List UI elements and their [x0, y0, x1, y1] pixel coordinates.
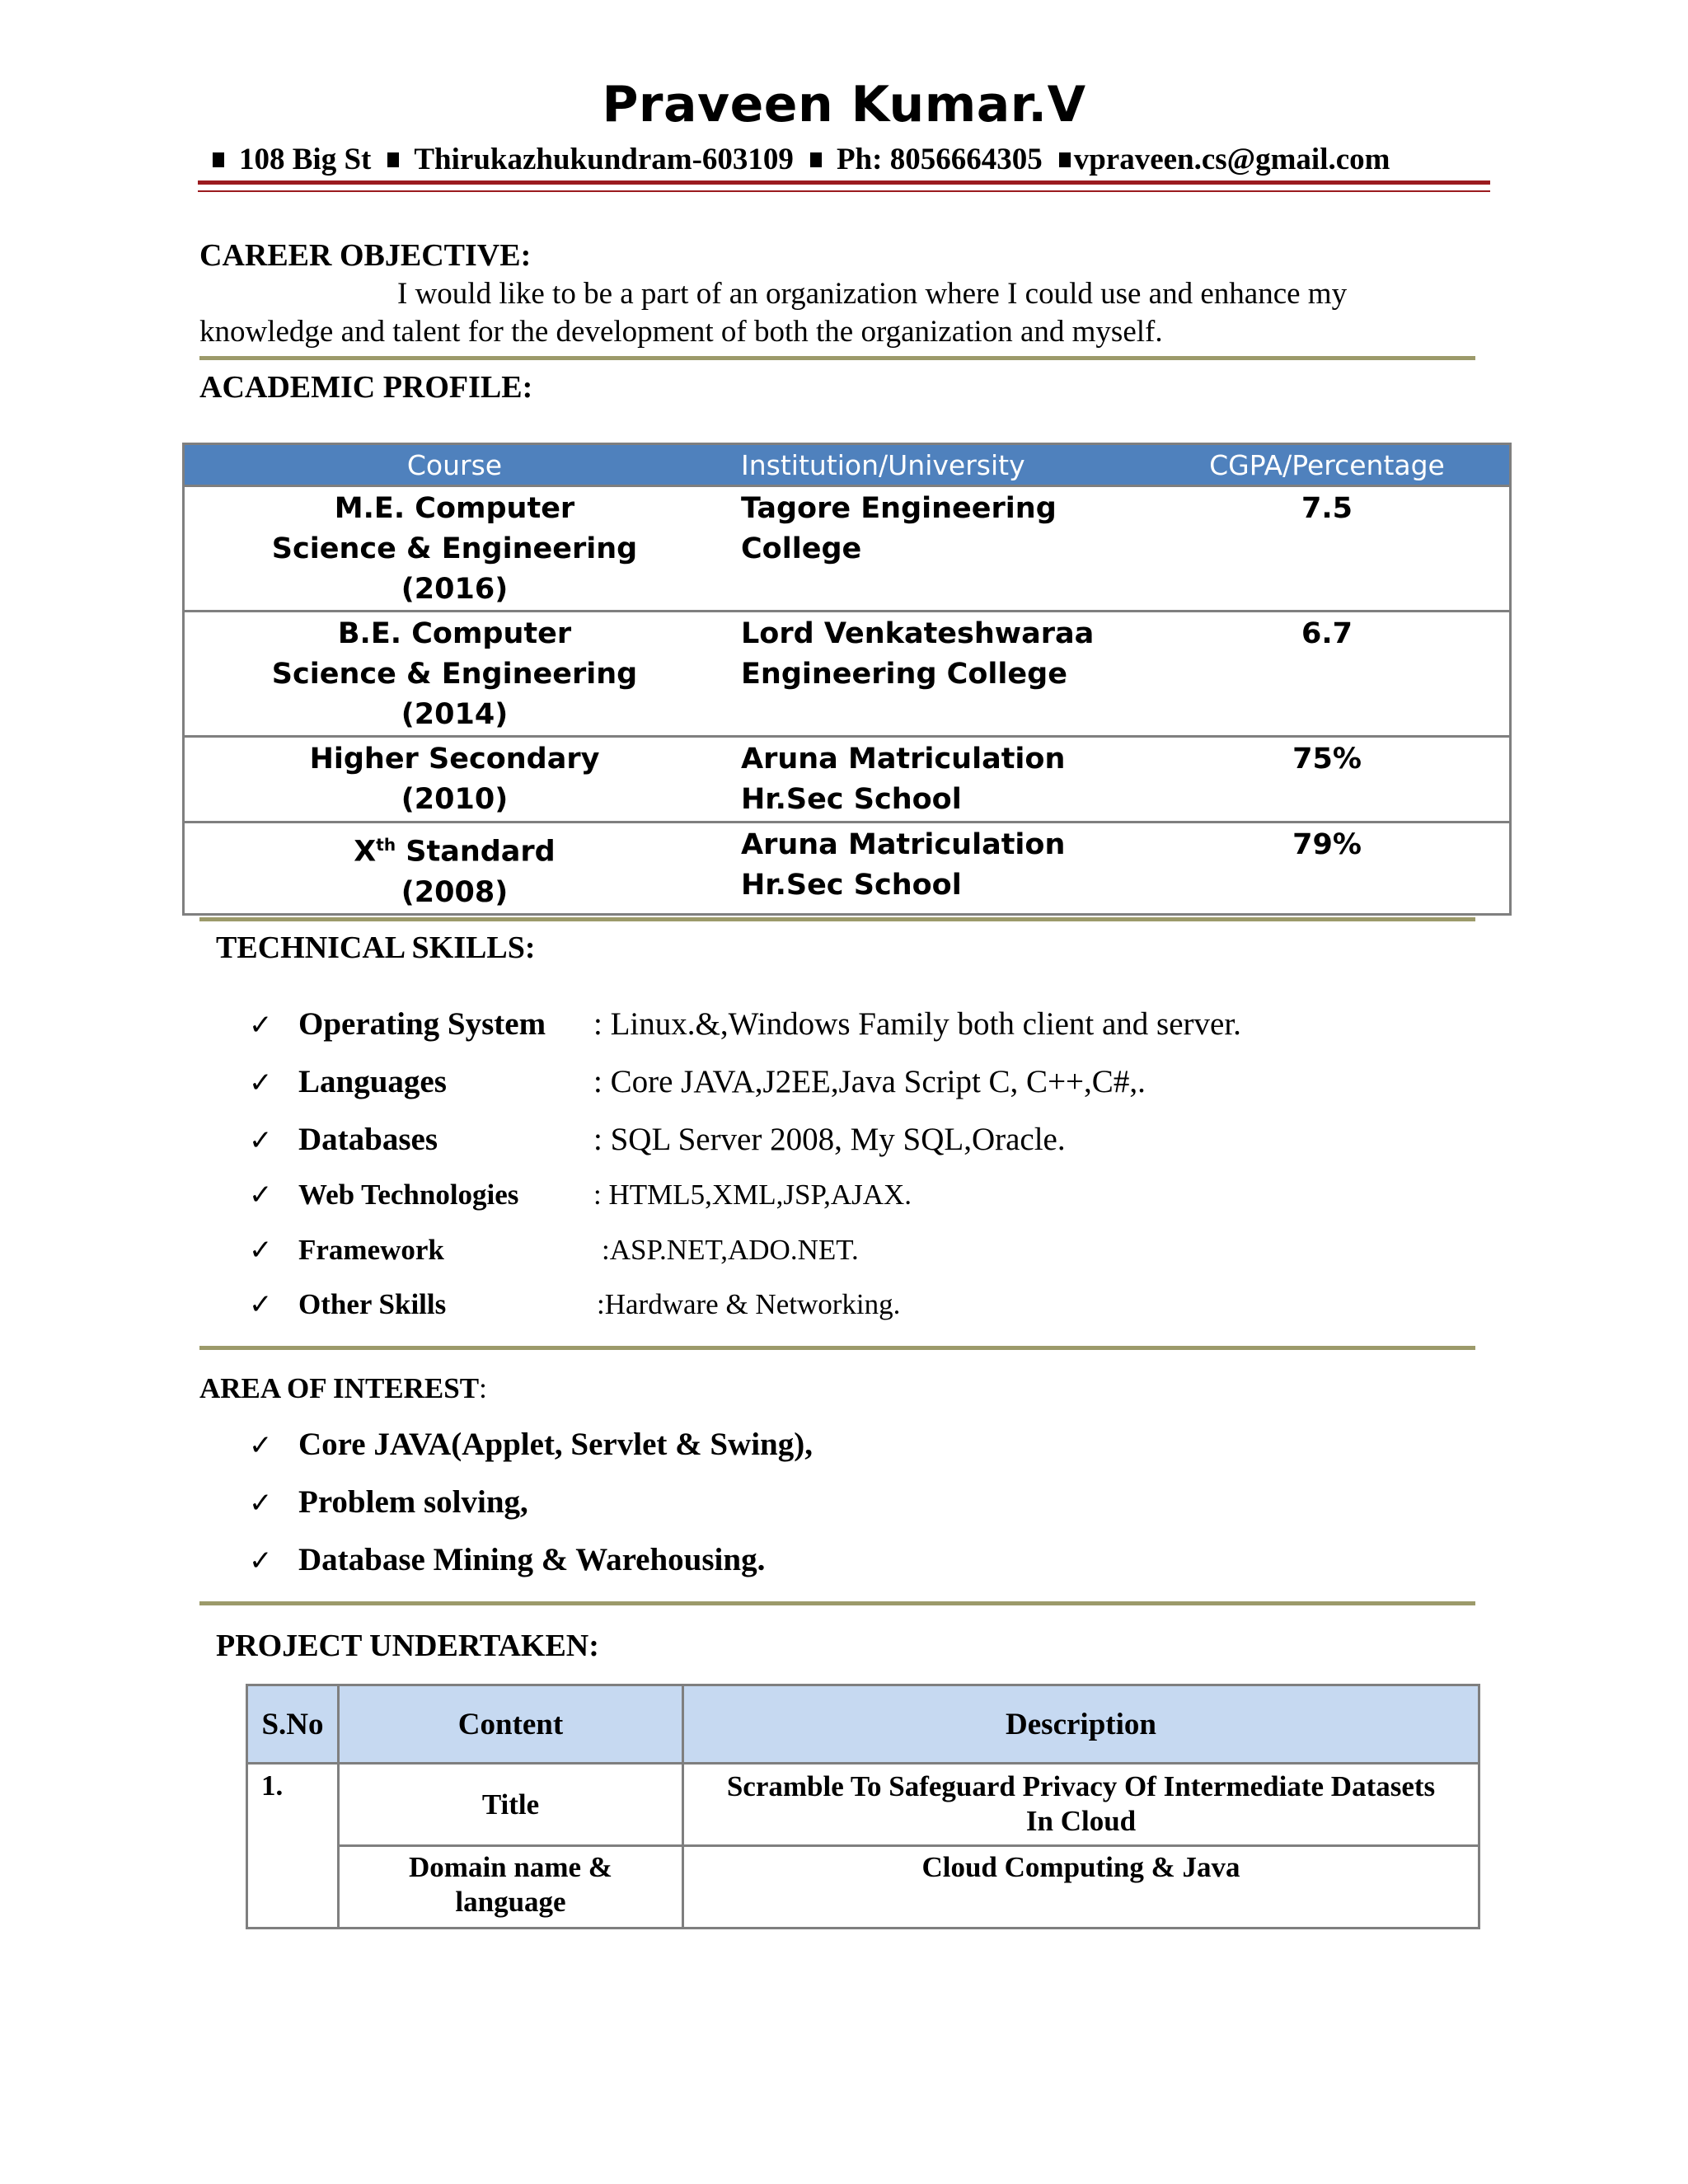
checkmark-icon: ✓	[249, 1009, 273, 1042]
table-row	[247, 1764, 1479, 1846]
score-cell: 75%	[1145, 737, 1511, 823]
candidate-name: Praveen Kumar.V	[602, 76, 1086, 134]
institution-cell	[724, 612, 1145, 737]
interest-label: Core JAVA(Applet, Servlet & Swing),	[298, 1427, 813, 1462]
table-row	[247, 1846, 1479, 1929]
section-divider	[199, 356, 1475, 360]
content-cell	[339, 1846, 683, 1929]
course-line: (2008)	[401, 875, 509, 909]
square-bullet-icon	[213, 152, 224, 167]
skill-value: : SQL Server 2008, My SQL,Oracle.	[593, 1122, 1066, 1157]
institution-line: College	[741, 532, 862, 565]
score-cell: 6.7	[1145, 612, 1511, 737]
institution-cell	[724, 486, 1145, 612]
phone: Ph: 8056664305	[836, 143, 1043, 176]
course-cell	[184, 737, 725, 823]
skill-row	[249, 1234, 859, 1267]
score-cell: 79%	[1145, 823, 1511, 915]
square-bullet-icon	[387, 152, 399, 167]
course-line: B.E. Computer	[337, 617, 572, 650]
email: vpraveen.cs@gmail.com	[1073, 143, 1390, 176]
project-header-row	[247, 1685, 1479, 1764]
skill-value: :Hardware & Networking.	[597, 1288, 901, 1320]
skill-label: Web Technologies	[298, 1179, 519, 1211]
table-row	[184, 612, 1511, 737]
interest-item	[249, 1483, 528, 1521]
skill-row	[249, 1288, 901, 1321]
course-line: (2016)	[401, 573, 509, 606]
section-divider	[199, 1601, 1475, 1605]
interest-item	[249, 1541, 766, 1578]
checkmark-icon: ✓	[249, 1487, 273, 1520]
checkmark-icon: ✓	[249, 1288, 273, 1321]
address: 108 Big St	[239, 143, 372, 176]
section-heading-objective: CAREER OBJECTIVE:	[199, 238, 532, 273]
content-line: Domain name &	[409, 1851, 612, 1883]
course-line: (2010)	[401, 783, 509, 816]
interest-heading-text: AREA OF INTEREST	[199, 1372, 480, 1404]
institution-cell	[724, 823, 1145, 915]
content-line: language	[455, 1886, 566, 1918]
skill-value: : HTML5,XML,JSP,AJAX.	[593, 1179, 912, 1211]
sno-cell: 1.	[247, 1764, 339, 1929]
institution-line: Engineering College	[741, 658, 1067, 691]
section-divider	[199, 1346, 1475, 1350]
institution-line: Aruna Matriculation	[741, 743, 1066, 776]
table-row	[184, 823, 1511, 915]
course-line: M.E. Computer	[334, 492, 575, 525]
description-line: In Cloud	[1025, 1805, 1137, 1837]
checkmark-icon: ✓	[249, 1429, 273, 1462]
objective-line-1: I would like to be a part of an organization where I could use and enhance my	[397, 277, 1348, 311]
interest-heading-colon: :	[479, 1372, 487, 1404]
city: Thirukazhukundram-603109	[414, 143, 794, 176]
institution-line: Hr.Sec School	[741, 783, 962, 816]
section-divider	[199, 917, 1475, 921]
description-cell	[683, 1846, 1479, 1929]
skill-label: Other Skills	[298, 1288, 447, 1320]
institution-line: Aruna Matriculation	[741, 828, 1066, 861]
superscript-th: th	[376, 835, 396, 855]
skill-value: : Core JAVA,J2EE,Java Script C, C++,C#,.	[593, 1064, 1146, 1099]
contact-line	[213, 142, 1482, 177]
column-header-institution: Institution/University	[724, 444, 1145, 486]
course-line: Higher Secondary	[309, 743, 600, 776]
objective-line-2: knowledge and talent for the development of both the organization and myself.	[199, 315, 1163, 349]
checkmark-icon: ✓	[249, 1234, 273, 1267]
skill-row	[249, 1121, 1066, 1158]
course-text: Standard	[396, 835, 556, 869]
table-row	[184, 737, 1511, 823]
section-heading-project: PROJECT UNDERTAKEN:	[216, 1629, 599, 1663]
column-header-course: Course	[184, 444, 725, 486]
course-text: X	[354, 835, 377, 869]
section-heading-skills: TECHNICAL SKILLS:	[216, 930, 536, 965]
interest-item	[249, 1426, 813, 1463]
course-line: Science & Engineering	[271, 532, 638, 565]
section-heading-academic: ACADEMIC PROFILE:	[199, 370, 533, 405]
academic-table	[182, 443, 1512, 916]
checkmark-icon: ✓	[249, 1544, 273, 1577]
skill-value: :ASP.NET,ADO.NET.	[602, 1234, 859, 1266]
column-header-sno: S.No	[247, 1685, 339, 1764]
column-header-content: Content	[339, 1685, 683, 1764]
course-line: (2014)	[401, 698, 509, 731]
checkmark-icon: ✓	[249, 1124, 273, 1157]
skill-row	[249, 1179, 912, 1212]
square-bullet-icon	[1059, 152, 1071, 167]
skill-value: : Linux.&,Windows Family both client and server.	[593, 1006, 1241, 1042]
skill-label: Operating System	[298, 1006, 546, 1042]
institution-line: Hr.Sec School	[741, 869, 962, 902]
course-cell	[184, 823, 725, 915]
header-rule	[198, 180, 1490, 185]
checkmark-icon: ✓	[249, 1066, 273, 1099]
column-header-description: Description	[683, 1685, 1479, 1764]
institution-line: Tagore Engineering	[741, 492, 1057, 525]
checkmark-icon: ✓	[249, 1179, 273, 1212]
description-cell	[683, 1764, 1479, 1846]
skill-label: Framework	[298, 1234, 444, 1266]
score-cell: 7.5	[1145, 486, 1511, 612]
content-cell: Title	[339, 1764, 683, 1846]
interest-label: Problem solving,	[298, 1484, 528, 1520]
project-table	[246, 1684, 1480, 1929]
header-rule-thin	[198, 190, 1490, 192]
skill-label: Databases	[298, 1122, 438, 1157]
academic-header-row	[184, 444, 1511, 486]
interest-label: Database Mining & Warehousing.	[298, 1542, 766, 1577]
description-line: Scramble To Safeguard Privacy Of Intermediate Datasets	[726, 1770, 1436, 1802]
table-row	[184, 486, 1511, 612]
column-header-score: CGPA/Percentage	[1145, 444, 1511, 486]
section-heading-interest	[199, 1372, 487, 1405]
skill-row	[249, 1063, 1146, 1100]
course-line	[185, 825, 724, 873]
square-bullet-icon	[810, 152, 822, 167]
institution-line: Lord Venkateshwaraa	[741, 617, 1095, 650]
description-line: Cloud Computing & Java	[921, 1851, 1240, 1883]
skill-label: Languages	[298, 1064, 447, 1099]
course-cell	[184, 612, 725, 737]
course-cell	[184, 486, 725, 612]
skill-row	[249, 1005, 1241, 1043]
course-line: Science & Engineering	[271, 658, 638, 691]
institution-cell	[724, 737, 1145, 823]
